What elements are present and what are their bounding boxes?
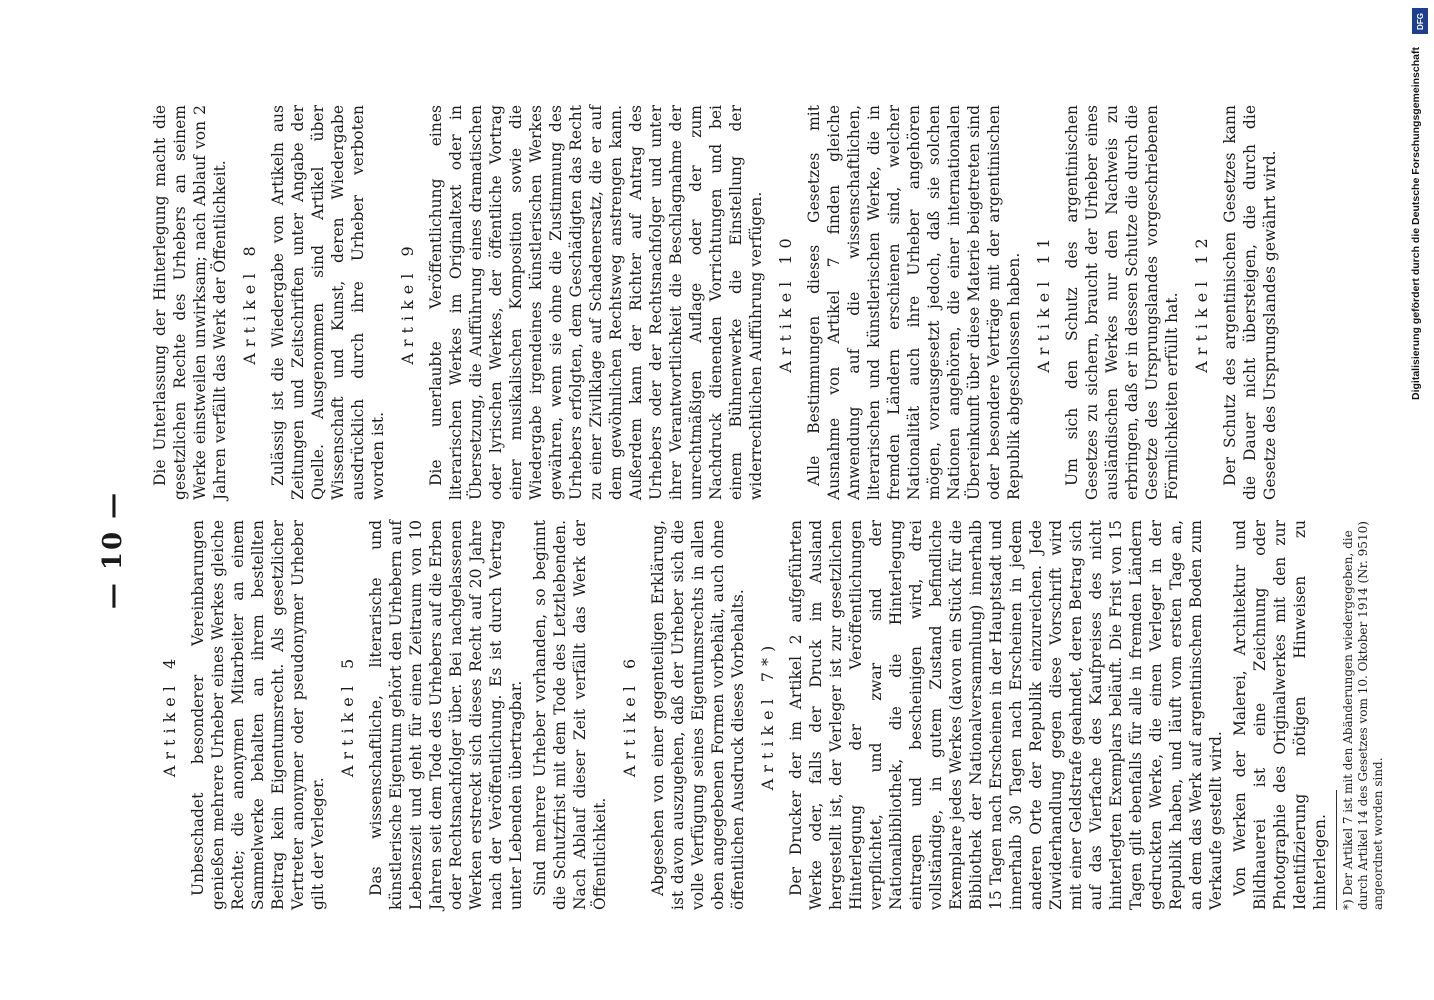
article-12-heading: Artikel 12 [1192,232,1211,373]
article-10-text: Alle Bestimmungen dieses Gesetzes mit Ausnahme von Artikel 7 finden gleiche Anwendung auf die wissenschaftlichen, literarischen und künstlerischen Werke, die in fremden Ländern erschienen sind, welcher Nationalität auch ihre Urheber angehören mögen, vorausgesetzt jedoch, daß sie solchen Nationen angehören, die einer internationalen Übereinkunft über diese Materie beigetreten sind oder besondere Verträge mit der argentinischen Republik abgeschlossen haben. [805,105,1023,500]
digitization-credit [1410,10,1428,410]
article-5-heading: Artikel 5 [338,652,357,778]
article-11-text: Um sich den Schutz des argentinischen Gesetzes zu sichern, braucht der Urheber eines ausländischen Werkes nur den Nachweis zu erbringen, daß er in dessen Schutze die durch die Gesetze des Ursprungslandes vorgeschriebenen Förmlichkeiten erfüllt hat. [1063,105,1181,500]
article-10-heading: Artikel 10 [776,232,795,373]
article-9-heading: Artikel 9 [398,240,417,365]
article-9-text: Die unerlaubte Veröffentlichung eines literarischen Werkes im Originaltext oder in Übersetzung, die Aufführung eines dramatischen oder lyrischen Werkes, der öffentliche Vortrag einer musikalischen Komposition sowie die Wiedergabe irgendeines künstlerischen Werkes gewähren, wenn sie ohne die Zustimmung des Urhebers erfolgten, dem Geschädigten das Recht zu einer Zivilklage auf Schadenersatz, die er auf dem gewöhnlichen Rechtsweg anstrengen kann. Außerdem kann der Richter auf Antrag des Urhebers oder der Rechtsnachfolger und unter ihrer Verantwortlichkeit die Beschlagnahme der unrechtmäßigen Auflage oder der zum Nachdruck dienenden Vorrichtungen und bei einem Bühnenwerke die Einstellung der widerrechtlichen Aufführung verfügen. [427,105,765,500]
article-7-paragraph-3: Die Unterlassung der Hinterlegung macht die gesetzlichen Rechte des Urhebers an seinem Werke einstweilen unwirksam; nach Ablauf von 2 Jahren verfällt das Werk der Öffentlichkeit. [151,105,229,500]
article-5-paragraph-2: Sind mehrere Urheber vorhanden, so beginnt die Schutzfrist mit dem Tode des Letztlebenden. Nach Ablauf dieser Zeit verfällt das Werk der Öffentlichkeit. [531,520,609,910]
dfg-logo: DFG [1412,8,1428,34]
left-column [150,520,1390,910]
article-8-heading: Artikel 8 [240,240,259,365]
article-7-heading: Artikel 7*) [758,639,777,791]
right-column [150,105,1284,500]
article-6-heading: Artikel 6 [620,652,639,778]
page-number: — 10 — [98,490,128,610]
digitization-credit-text: Digitalisierung gefördert durch die Deutsche Forschungsgemeinschaft [1410,47,1422,400]
article-12-text: Der Schutz des argentinischen Gesetzes kann die Dauer nicht übersteigen, die durch die Gesetze des Ursprungslandes gewährt wird. [1221,105,1279,500]
article-11-heading: Artikel 11 [1034,232,1053,373]
article-5-paragraph-1: Das wissenschaftliche, literarische und künstlerische Eigentum gehört den Urhebern auf Lebenszeit und geht für einen Zeitraum von 10 Jahren seit dem Tode des Urhebers auf die Erben oder Rechtsnachfolger über. Bei nachgelassenen Werken erstreckt sich dieses Recht auf 20 Jahre nach der Veröffentlichung. Es ist durch Vertrag unter Lebenden übertragbar. [367,520,525,910]
scanned-page [90,100,1385,1000]
article-7-paragraph-1: Der Drucker der im Artikel 2 aufgeführten Werke oder, falls der Druck im Ausland hergestellt ist, der Verleger ist zur gesetzlichen Hinterlegung der Veröffentlichungen verpflichtet, und zwar sind der Nationalbibliothek, die die Hinterlegung eintragen und bescheinigen wird, drei vollständige, in gutem Zustand befindliche Exemplare jedes Werkes (davon ein Stück für die Bibliothek der Nationalversammlung) innerhalb 15 Tagen nach Erscheinen in der Hauptstadt und innerhalb 30 Tagen nach Erscheinen in jedem anderen Orte der Republik einzureichen. Jede Zuwiderhandlung gegen diese Vorschrift wird mit einer Geldstrafe geahndet, deren Betrag sich auf das Vierfache des Kaufpreises des nicht hinterlegten Exemplars beläuft. Die Frist von 15 Tagen gilt ebenfalls für alle in fremden Ländern gedruckten Werke, die einen Verleger in der Republik haben, und läuft vom ersten Tage an, an dem das Werk auf argentinischem Boden zum Verkaufe gestellt wird. [787,520,1225,910]
footnote-divider [1336,790,1337,910]
article-6-text: Abgesehen von einer gegenteiligen Erklärung, ist davon auszugehen, daß der Urheber sich die volle Verfügung seines Eigentumsrechts in allen oben angegebenen Formen vorbehält, auch ohne öffentlichen Ausdruck dieses Vorbehalts. [649,520,747,910]
article-8-text: Zulässig ist die Wiedergabe von Artikeln aus Zeitungen und Zeitschriften unter Angabe der Quelle. Ausgenommen sind Artikel über Wissenschaft und Kunst, deren Wiedergabe ausdrücklich durch ihre Urheber verboten worden ist. [269,105,387,500]
article-4-heading: Artikel 4 [160,652,179,778]
footnote: *) Der Artikel 7 ist mit den Abänderungen wiedergegeben, die durch Artikel 14 des Gesetzes vom 10. Oktober 1914 (Nr. 9510) angeordnet worden sind. [1341,521,1385,910]
article-7-paragraph-2: Von Werken der Malerei, Architektur und Bildhauerei ist eine Zeichnung oder Photographie des Originalwerkes mit den zur Identifizierung nötigen Hinweisen zu hinterlegen. [1231,520,1329,910]
article-4-text: Unbeschadet besonderer Vereinbarungen genießen mehrere Urheber eines Werkes gleiche Rechte; die anonymen Mitarbeiter an einem Sammelwerke behalten an ihrem bestellten Beitrag kein Eigentumsrecht. Als gesetzlicher Vertreter anonymer oder pseudonymer Urheber gilt der Verleger. [189,520,327,910]
